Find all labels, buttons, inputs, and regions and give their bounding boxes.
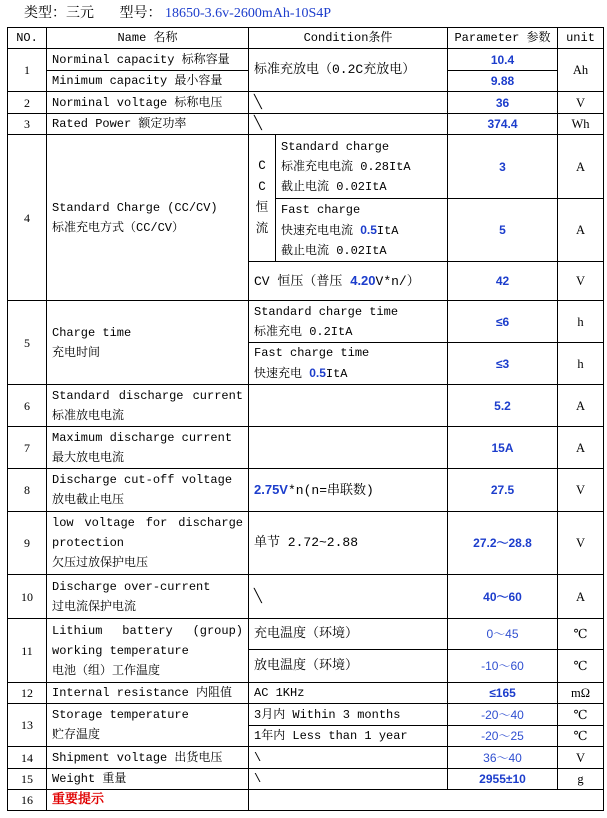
- spec-name-line: Discharge over-current: [52, 579, 211, 594]
- spec-unit: V: [558, 747, 604, 769]
- row-number: 5: [8, 301, 47, 385]
- table-row: [8, 135, 604, 199]
- spec-condition: [249, 469, 448, 512]
- spec-name-line: 欠压过放保护电压: [52, 556, 149, 570]
- spec-parameter: 374.4: [448, 114, 558, 135]
- row-number: 7: [8, 427, 47, 469]
- spec-name-line: 充电时间: [52, 345, 101, 360]
- spec-name-line: Lithium battery (group): [52, 623, 243, 638]
- cc-label: [249, 135, 276, 262]
- spec-name: [47, 301, 249, 385]
- cc-label-char: C: [258, 180, 266, 194]
- condition-line: 标准充电电流 0.28ItA: [281, 159, 411, 174]
- spec-name-line: Charge time: [52, 325, 132, 340]
- condition-text: ItA: [376, 223, 399, 238]
- spec-parameter: -20～25: [448, 726, 558, 747]
- condition-highlight: 0.5: [309, 366, 326, 380]
- table-row: [8, 114, 604, 135]
- spec-unit: ℃: [558, 704, 604, 726]
- condition-line: 截止电流 0.02ItA: [281, 179, 387, 194]
- spec-name: Rated Power 额定功率: [47, 114, 249, 135]
- condition-line: [254, 363, 442, 384]
- table-row: [8, 747, 604, 769]
- spec-parameter: 36: [448, 92, 558, 114]
- condition-highlight: 4.20: [350, 272, 376, 288]
- spec-name-line: 过电流保护电流: [52, 599, 137, 614]
- model-label: 型号：: [119, 6, 162, 21]
- spec-parameter: 5: [448, 199, 558, 262]
- col-header-parameter: Parameter 参数: [448, 28, 558, 49]
- col-header-unit: unit: [558, 28, 604, 49]
- battery-type: 类型：三元: [24, 6, 94, 21]
- spec-name: [47, 135, 249, 301]
- spec-parameter: -20～40: [448, 704, 558, 726]
- table-row: [8, 469, 604, 512]
- row-number: 6: [8, 385, 47, 427]
- col-header-condition: Condition条件: [249, 28, 448, 49]
- table-row: [8, 92, 604, 114]
- table-row: [8, 575, 604, 619]
- spec-name-line: protection: [52, 536, 125, 550]
- spec-name: [47, 619, 249, 683]
- col-header-no: NO.: [8, 28, 47, 49]
- spec-unit: h: [558, 343, 604, 385]
- spec-name-line: Standard Charge (CC/CV): [52, 200, 218, 215]
- condition-text: V*n/）: [375, 273, 420, 289]
- spec-unit: V: [558, 512, 604, 575]
- spec-parameter: ≤6: [448, 301, 558, 343]
- spec-name: Internal resistance 内阻值: [47, 683, 249, 704]
- spec-name: Weight 重量: [47, 769, 249, 790]
- spec-unit: ℃: [558, 619, 604, 650]
- spec-name-line: Storage temperature: [52, 708, 189, 722]
- spec-condition: [276, 135, 448, 199]
- spec-name-line: 放电截止电压: [52, 493, 125, 507]
- table-row: [8, 619, 604, 650]
- spec-name: [47, 427, 249, 469]
- spec-condition: [249, 385, 448, 427]
- spec-parameter: 2955±10: [448, 769, 558, 790]
- table-row: [8, 790, 604, 811]
- row-number: 2: [8, 92, 47, 114]
- spec-condition: [249, 427, 448, 469]
- row-number: 3: [8, 114, 47, 135]
- spec-parameter: 5.2: [448, 385, 558, 427]
- spec-condition: [249, 262, 448, 301]
- condition-text: *n(n=串联数): [287, 482, 374, 498]
- condition-title: Standard charge: [281, 139, 390, 154]
- spec-unit: A: [558, 427, 604, 469]
- spec-condition: AC 1KHz: [249, 683, 448, 704]
- spec-name-line: 标准充电方式（CC/CV）: [52, 220, 185, 235]
- spec-parameter: 9.88: [448, 71, 558, 92]
- condition-text: 快速充电电流: [281, 223, 361, 238]
- spec-condition: 充电温度（环境）: [249, 619, 448, 650]
- cc-label-char: C: [258, 159, 266, 173]
- spec-parameter: ≤165: [448, 683, 558, 704]
- spec-condition: 3月内 Within 3 months: [249, 704, 448, 726]
- table-row: [8, 683, 604, 704]
- spec-name-line: Standard discharge current: [52, 388, 243, 403]
- spec-unit: A: [558, 385, 604, 427]
- row-number: 16: [8, 790, 47, 811]
- spec-condition: 1年内 Less than 1 year: [249, 726, 448, 747]
- spec-condition: ╲: [249, 114, 448, 135]
- spec-unit: mΩ: [558, 683, 604, 704]
- spec-name: [47, 704, 249, 747]
- row-number: 13: [8, 704, 47, 747]
- spec-name-line: 电池（组）工作温度: [52, 663, 161, 678]
- row-number: 14: [8, 747, 47, 769]
- spec-table: [7, 27, 604, 811]
- spec-name: Norminal voltage 标称电压: [47, 92, 249, 114]
- spec-parameter: 15A: [448, 427, 558, 469]
- table-row: [8, 49, 604, 71]
- spec-condition: \: [249, 769, 448, 790]
- spec-name: Norminal capacity 标称容量: [47, 49, 249, 71]
- cc-label-char: 流: [255, 222, 269, 236]
- spec-unit: Ah: [558, 49, 604, 92]
- cc-label-char: 恒: [255, 201, 269, 215]
- table-row: [8, 427, 604, 469]
- spec-unit: Wh: [558, 114, 604, 135]
- spec-name: Shipment voltage 出货电压: [47, 747, 249, 769]
- spec-name: [47, 469, 249, 512]
- spec-condition: [249, 343, 448, 385]
- spec-parameter: 27.5: [448, 469, 558, 512]
- spec-name: [47, 575, 249, 619]
- spec-parameter: 27.2～28.8: [448, 512, 558, 575]
- condition-line: 标准充电 0.2ItA: [254, 324, 353, 339]
- notice-content: [249, 790, 604, 811]
- spec-parameter: -10～60: [448, 650, 558, 683]
- spec-condition: \: [249, 747, 448, 769]
- row-number: 8: [8, 469, 47, 512]
- row-number: 12: [8, 683, 47, 704]
- spec-name: [47, 385, 249, 427]
- spec-condition: [276, 199, 448, 262]
- spec-name-line: 贮存温度: [52, 728, 101, 742]
- spec-name-line: 标准放电电流: [52, 408, 125, 423]
- condition-highlight: 2.75V: [254, 481, 288, 497]
- spec-unit: h: [558, 301, 604, 343]
- spec-condition: 标准充放电（0.2C充放电）: [249, 49, 448, 92]
- row-number: 11: [8, 619, 47, 683]
- model-number: 18650-3.6v-2600mAh-10S4P: [165, 6, 332, 21]
- spec-condition: ╲: [249, 575, 448, 619]
- condition-text: 快速充电: [254, 367, 310, 381]
- important-notice: 重要提示: [47, 790, 249, 811]
- table-row: [8, 385, 604, 427]
- spec-condition: 单节 2.72~2.88: [249, 512, 448, 575]
- row-number: 1: [8, 49, 47, 92]
- table-row: [8, 704, 604, 726]
- spec-parameter: 10.4: [448, 49, 558, 71]
- spec-parameter: 3: [448, 135, 558, 199]
- spec-condition: 放电温度（环境）: [249, 650, 448, 683]
- condition-title: Fast charge: [281, 202, 361, 217]
- spec-parameter: 40～60: [448, 575, 558, 619]
- spec-unit: g: [558, 769, 604, 790]
- spec-unit: V: [558, 469, 604, 512]
- spec-parameter: 42: [448, 262, 558, 301]
- condition-highlight: 0.5: [360, 222, 377, 237]
- condition-line: [281, 220, 442, 241]
- row-number: 9: [8, 512, 47, 575]
- spec-unit: V: [558, 262, 604, 301]
- spec-unit: A: [558, 575, 604, 619]
- spec-unit: ℃: [558, 650, 604, 683]
- document-header: [24, 4, 331, 24]
- spec-name-line: low voltage for discharge: [52, 516, 243, 530]
- row-number: 4: [8, 135, 47, 301]
- spec-name: Minimum capacity 最小容量: [47, 71, 249, 92]
- spec-unit: ℃: [558, 726, 604, 747]
- header-row: [8, 28, 604, 49]
- condition-line: 截止电流 0.02ItA: [281, 243, 387, 258]
- spec-parameter: 0～45: [448, 619, 558, 650]
- spec-unit: A: [558, 135, 604, 199]
- table-row: [8, 512, 604, 575]
- condition-title: Standard charge time: [254, 304, 399, 319]
- condition-text: ItA: [325, 367, 348, 381]
- spec-condition: [249, 301, 448, 343]
- spec-parameter: ≤3: [448, 343, 558, 385]
- spec-parameter: 36～40: [448, 747, 558, 769]
- col-header-name: Name 名称: [47, 28, 249, 49]
- condition-title: Fast charge time: [254, 346, 370, 360]
- spec-name-line: working temperature: [52, 643, 189, 658]
- spec-unit: V: [558, 92, 604, 114]
- spec-name-line: 最大放电电流: [52, 450, 125, 465]
- spec-name-line: Maximum discharge current: [52, 430, 233, 445]
- row-number: 10: [8, 575, 47, 619]
- spec-condition: ╲: [249, 92, 448, 114]
- condition-text: CV 恒压（普压: [254, 273, 351, 289]
- table-row: [8, 769, 604, 790]
- row-number: 15: [8, 769, 47, 790]
- table-row: [8, 301, 604, 343]
- spec-name: [47, 512, 249, 575]
- spec-name-line: Discharge cut-off voltage: [52, 473, 233, 487]
- spec-unit: A: [558, 199, 604, 262]
